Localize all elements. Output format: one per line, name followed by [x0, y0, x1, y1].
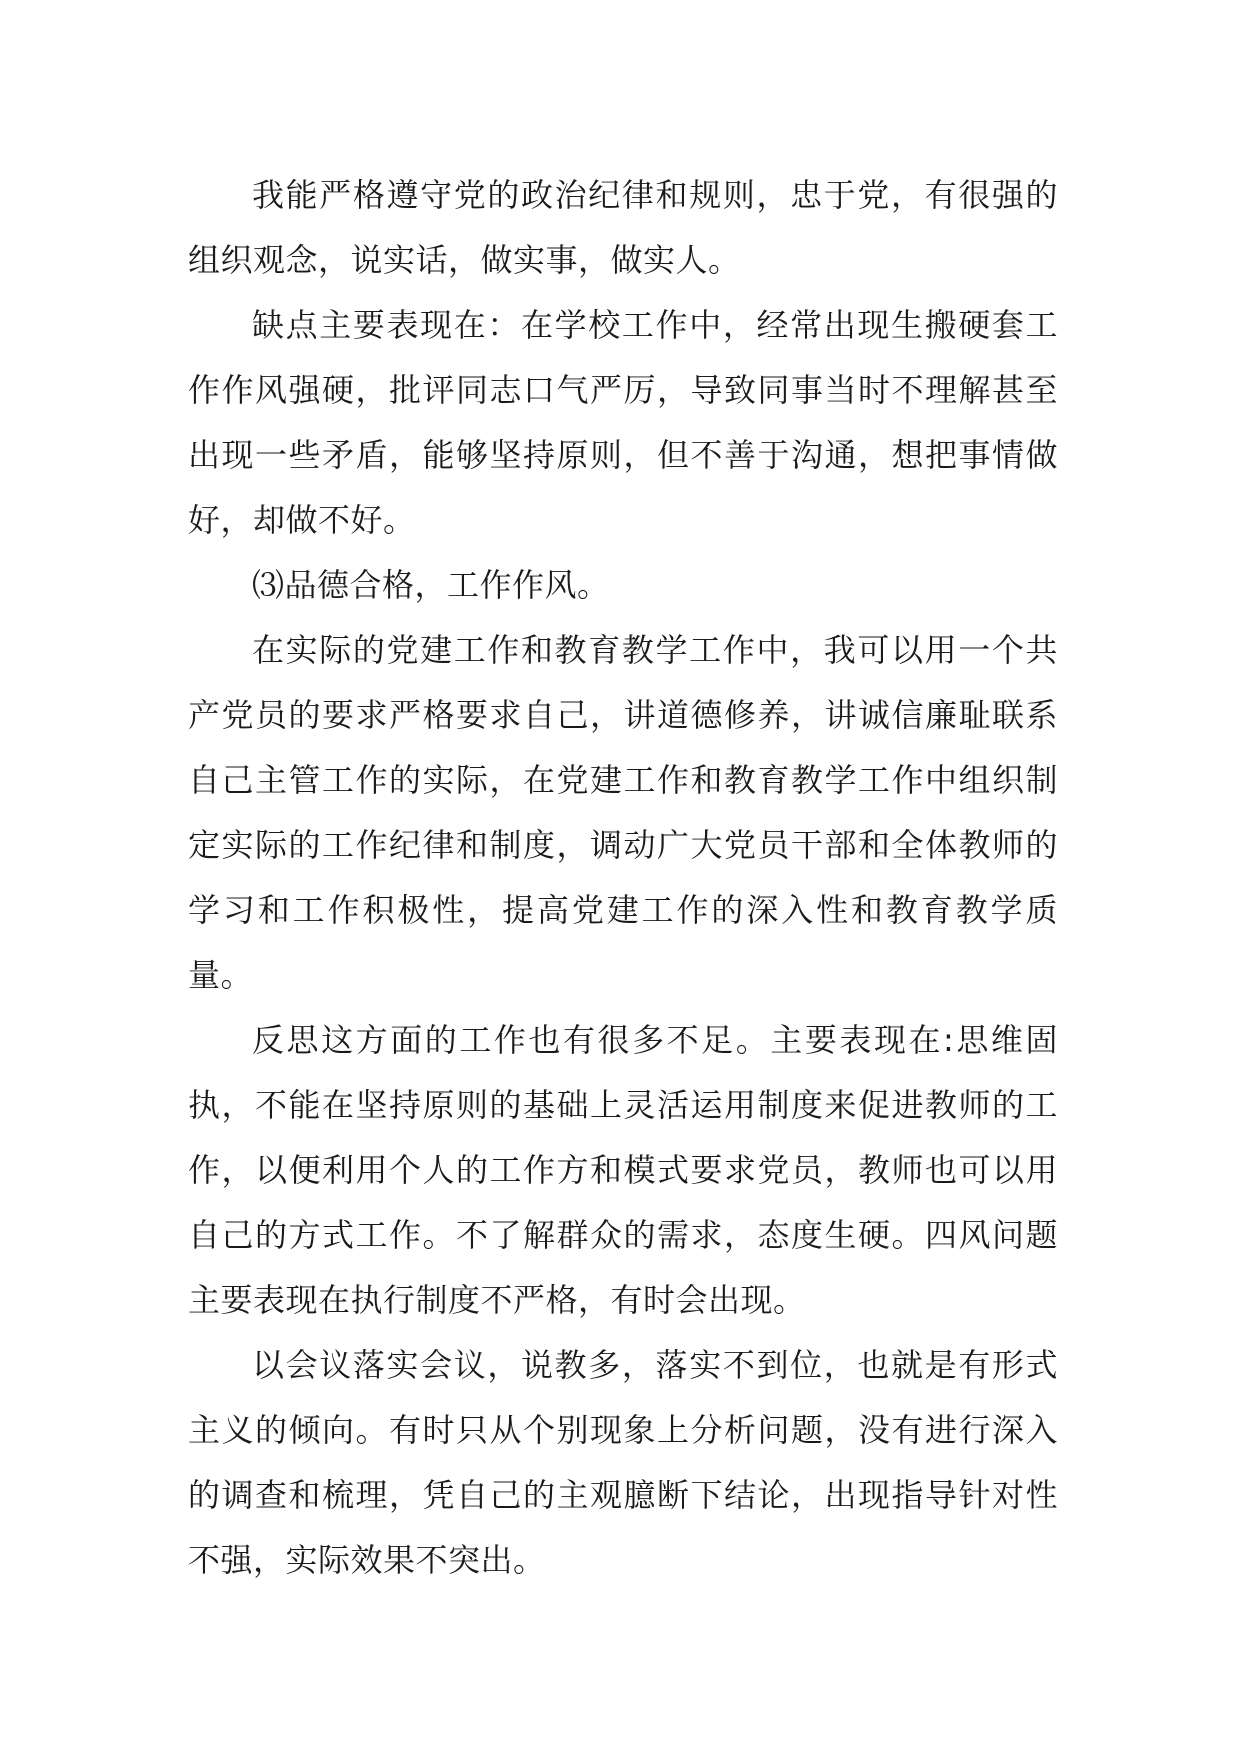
document-body — [188, 163, 1058, 1593]
paragraph: 缺点主要表现在：在学校工作中，经常出现生搬硬套工作作风强硬，批评同志口气严厉，导致同事当时不理解甚至出现一些矛盾，能够坚持原则，但不善于沟通，想把事情做好，却做不好。 — [188, 306, 1058, 539]
paragraph: 反思这方面的工作也有很多不足。主要表现在:思维固执，不能在坚持原则的基础上灵活运用制度来促进教师的工作，以便利用个人的工作方和模式要求党员，教师也可以用自己的方式工作。不了解群众的需求，态度生硬。四风问题主要表现在执行制度不严格，有时会出现。 — [188, 1021, 1058, 1319]
paragraph: 我能严格遵守党的政治纪律和规则，忠于党，有很强的组织观念，说实话，做实事，做实人。 — [188, 176, 1058, 279]
paragraph: ⑶品德合格，工作作风。 — [252, 566, 610, 604]
paragraph: 在实际的党建工作和教育教学工作中，我可以用一个共产党员的要求严格要求自己，讲道德修养，讲诚信廉耻联系自己主管工作的实际，在党建工作和教育教学工作中组织制定实际的工作纪律和制度，调动广大党员干部和全体教师的学习和工作积极性，提高党建工作的深入性和教育教学质量。 — [188, 631, 1058, 994]
paragraph: 以会议落实会议，说教多，落实不到位，也就是有形式主义的倾向。有时只从个别现象上分析问题，没有进行深入的调查和梳理，凭自己的主观臆断下结论，出现指导针对性不强，实际效果不突出。 — [188, 1346, 1058, 1579]
